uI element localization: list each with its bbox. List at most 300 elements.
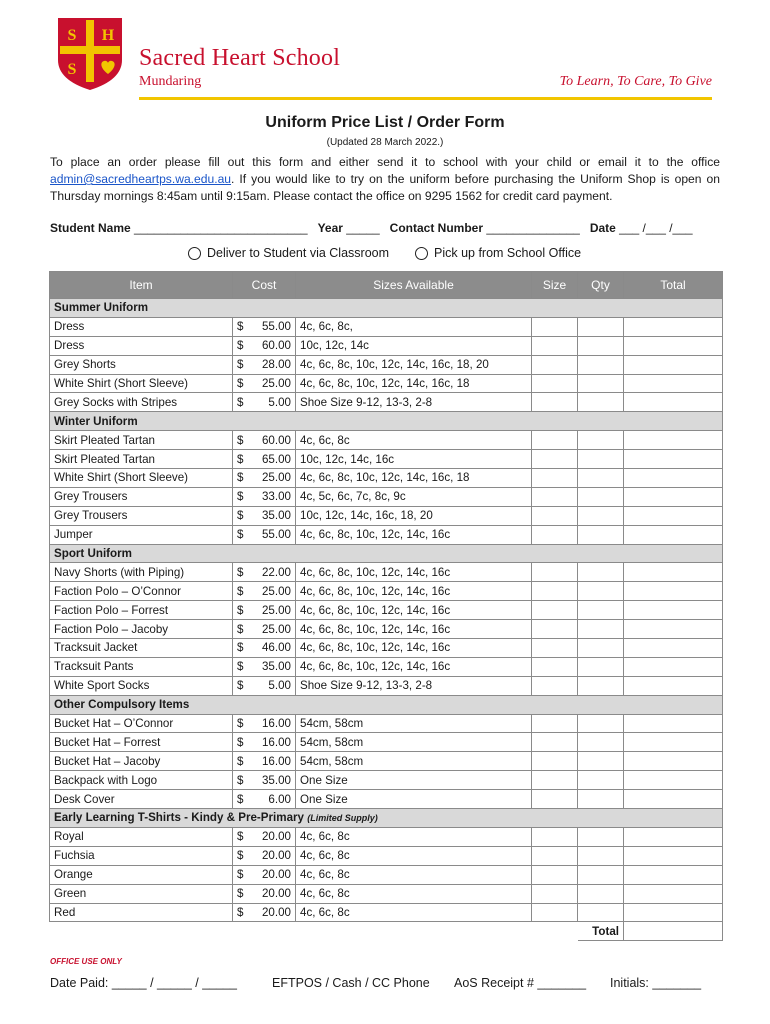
cost-value: 35.00 [261,773,291,787]
qty-input-cell[interactable] [578,790,624,809]
item-name: Skirt Pleated Tartan [50,450,233,469]
intro-paragraph [50,154,720,205]
table-row [50,563,723,582]
delivery-option-classroom[interactable] [188,246,389,260]
table-row [50,657,723,676]
qty-input-cell[interactable] [578,639,624,658]
currency-symbol: $ [237,528,244,542]
item-name: Faction Polo – Forrest [50,601,233,620]
sizes-available: 4c, 6c, 8c, 10c, 12c, 14c, 16c, 18 [296,469,532,488]
qty-input-cell[interactable] [578,525,624,544]
qty-input-cell[interactable] [578,355,624,374]
sizes-available: Shoe Size 9-12, 13-3, 2-8 [296,393,532,412]
currency-symbol: $ [237,754,244,768]
office-email-link[interactable]: admin@sacredheartps.wa.edu.au [50,172,232,186]
qty-input-cell[interactable] [578,903,624,922]
cost-value: 65.00 [261,452,291,466]
student-details-row [50,221,722,235]
size-input-cell[interactable] [532,525,578,544]
cost-value: 60.00 [261,339,291,353]
sizes-available: 4c, 6c, 8c, 10c, 12c, 14c, 16c, 18 [296,374,532,393]
initials-field[interactable]: Initials: _______ [610,976,702,990]
sizes-available: 54cm, 58cm [296,714,532,733]
contact-number-label: Contact Number [389,221,484,235]
item-name: Royal [50,827,233,846]
delivery-option-office[interactable] [415,246,581,260]
sizes-available: One Size [296,771,532,790]
line-total-cell[interactable] [624,393,723,412]
school-motto: To Learn, To Care, To Give [559,74,712,89]
size-input-cell[interactable] [532,355,578,374]
item-name: White Shirt (Short Sleeve) [50,469,233,488]
line-total-cell[interactable] [624,450,723,469]
receipt-number-field[interactable]: AoS Receipt # _______ [454,976,587,990]
cost-value: 55.00 [261,528,291,542]
sizes-available: 4c, 6c, 8c [296,865,532,884]
item-name: Grey Shorts [50,355,233,374]
table-row [50,336,723,355]
sizes-available: 10c, 12c, 14c, 16c, 18, 20 [296,506,532,525]
item-name: Dress [50,317,233,336]
qty-input-cell[interactable] [578,714,624,733]
table-row [50,393,723,412]
date-paid-field[interactable]: Date Paid: _____ / _____ / _____ [50,976,237,990]
column-header: Total [624,272,723,299]
line-total-cell[interactable] [624,374,723,393]
item-cost [233,563,296,582]
total-label: Total [578,922,624,941]
qty-input-cell[interactable] [578,450,624,469]
size-input-cell[interactable] [532,846,578,865]
qty-input-cell[interactable] [578,865,624,884]
item-name: Navy Shorts (with Piping) [50,563,233,582]
total-row [50,922,723,941]
currency-symbol: $ [237,584,244,598]
cost-value: 20.00 [261,887,291,901]
currency-symbol: $ [237,395,244,409]
currency-symbol: $ [237,849,244,863]
cost-value: 20.00 [261,905,291,919]
item-name: Jumper [50,525,233,544]
cost-value: 35.00 [261,509,291,523]
size-input-cell[interactable] [532,563,578,582]
table-row [50,601,723,620]
sizes-available: 4c, 5c, 6c, 7c, 8c, 9c [296,487,532,506]
item-name: Green [50,884,233,903]
currency-symbol: $ [237,603,244,617]
item-name: Fuchsia [50,846,233,865]
section-title-text: Sport Uniform [54,547,132,561]
cost-value: 25.00 [261,622,291,636]
size-input-cell[interactable] [532,374,578,393]
item-name: Bucket Hat – Forrest [50,733,233,752]
size-input-cell[interactable] [532,601,578,620]
item-cost [233,865,296,884]
qty-input-cell[interactable] [578,317,624,336]
item-name: White Shirt (Short Sleeve) [50,374,233,393]
currency-symbol: $ [237,792,244,806]
size-input-cell[interactable] [532,317,578,336]
currency-symbol: $ [237,339,244,353]
sizes-available: 4c, 6c, 8c, 10c, 12c, 14c, 16c, 18, 20 [296,355,532,374]
currency-symbol: $ [237,377,244,390]
table-row [50,525,723,544]
cost-value: 6.00 [268,792,291,806]
table-row [50,790,723,809]
size-input-cell[interactable] [532,865,578,884]
section-title [50,544,723,563]
sizes-available: 4c, 6c, 8c [296,827,532,846]
currency-symbol: $ [237,358,244,372]
line-total-cell[interactable] [624,620,723,639]
grand-total-cell[interactable] [624,922,723,941]
sizes-available: 4c, 6c, 8c [296,903,532,922]
line-total-cell[interactable] [624,639,723,658]
section-title-text: Early Learning T-Shirts - Kindy & Pre-Primary [54,811,308,825]
table-row [50,506,723,525]
qty-input-cell[interactable] [578,506,624,525]
total-spacer [50,922,578,941]
sizes-available: 4c, 6c, 8c, 10c, 12c, 14c, 16c [296,601,532,620]
cost-value: 20.00 [261,868,291,882]
student-name-label: Student Name [50,221,131,235]
line-total-cell[interactable] [624,487,723,506]
item-name: Grey Socks with Stripes [50,393,233,412]
section-header-row [50,412,723,431]
size-input-cell[interactable] [532,676,578,695]
cost-value: 16.00 [261,717,291,731]
qty-input-cell[interactable] [578,431,624,450]
student-name-field[interactable]: __________________________ [134,221,308,235]
table-row [50,450,723,469]
intro-text-2: . If you would like to try on the uniform before purchasing the Uniform Shop is open on Thursday mornings 8:45am until 9:15am. Please contact the office on 9295 1562 for credit card payment. [50,172,720,203]
item-cost [233,506,296,525]
item-cost [233,582,296,601]
cost-value: 20.00 [261,830,291,844]
school-crest-logo [56,16,124,92]
sizes-available: 10c, 12c, 14c [296,336,532,355]
currency-symbol: $ [237,660,244,674]
table-row [50,733,723,752]
size-input-cell[interactable] [532,620,578,639]
office-use-heading: OFFICE USE ONLY [50,957,122,966]
school-name: Sacred Heart School [139,45,341,71]
column-header: Qty [578,272,624,299]
item-name: Grey Trousers [50,487,233,506]
cost-value: 5.00 [268,679,291,693]
line-total-cell[interactable] [624,771,723,790]
updated-date: (Updated 28 March 2022.) [326,137,444,148]
item-cost [233,431,296,450]
table-row [50,317,723,336]
section-note: (Limited Supply) [307,813,378,824]
section-title [50,412,723,431]
qty-input-cell[interactable] [578,374,624,393]
table-row [50,355,723,374]
section-header-row [50,544,723,563]
currency-symbol: $ [237,320,244,334]
currency-symbol: $ [237,887,244,901]
item-name: Orange [50,865,233,884]
currency-symbol: $ [237,679,244,693]
size-input-cell[interactable] [532,733,578,752]
qty-input-cell[interactable] [578,487,624,506]
sizes-available: 4c, 6c, 8c, 10c, 12c, 14c, 16c [296,620,532,639]
qty-input-cell[interactable] [578,582,624,601]
item-name: Backpack with Logo [50,771,233,790]
table-row [50,620,723,639]
item-cost [233,752,296,771]
sizes-available: 10c, 12c, 14c, 16c [296,450,532,469]
section-header-row [50,299,723,318]
table-row [50,639,723,658]
column-header: Item [50,272,233,299]
sizes-available: 4c, 6c, 8c, 10c, 12c, 14c, 16c [296,563,532,582]
cost-value: 46.00 [261,641,291,655]
sizes-available: 4c, 6c, 8c [296,431,532,450]
qty-input-cell[interactable] [578,601,624,620]
sizes-available: 4c, 6c, 8c, 10c, 12c, 14c, 16c [296,582,532,601]
table-row [50,469,723,488]
line-total-cell[interactable] [624,903,723,922]
qty-input-cell[interactable] [578,336,624,355]
line-total-cell[interactable] [624,431,723,450]
line-total-cell[interactable] [624,865,723,884]
item-name: Faction Polo – Jacoby [50,620,233,639]
currency-symbol: $ [237,490,244,504]
item-cost [233,374,296,393]
item-name: Tracksuit Jacket [50,639,233,658]
cost-value: 25.00 [261,471,291,485]
item-cost [233,676,296,695]
table-row [50,374,723,393]
qty-input-cell[interactable] [578,393,624,412]
svg-text:H: H [101,27,115,44]
item-cost [233,771,296,790]
size-input-cell[interactable] [532,884,578,903]
section-title-text: Summer Uniform [54,301,149,315]
column-header: Size [532,272,578,299]
size-input-cell[interactable] [532,639,578,658]
line-total-cell[interactable] [624,657,723,676]
date-field[interactable]: ___ /___ /___ [619,221,693,235]
size-input-cell[interactable] [532,393,578,412]
item-name: Tracksuit Pants [50,657,233,676]
table-row [50,487,723,506]
sizes-available: One Size [296,790,532,809]
size-input-cell[interactable] [532,657,578,676]
line-total-cell[interactable] [624,752,723,771]
sizes-available: 4c, 6c, 8c, 10c, 12c, 14c, 16c [296,525,532,544]
cost-value: 5.00 [268,395,291,409]
column-header: Cost [233,272,296,299]
qty-input-cell[interactable] [578,884,624,903]
item-cost [233,903,296,922]
size-input-cell[interactable] [532,827,578,846]
item-cost [233,487,296,506]
size-input-cell[interactable] [532,506,578,525]
line-total-cell[interactable] [624,582,723,601]
item-name: Dress [50,336,233,355]
line-total-cell[interactable] [624,506,723,525]
size-input-cell[interactable] [532,790,578,809]
qty-input-cell[interactable] [578,827,624,846]
cost-value: 20.00 [261,849,291,863]
currency-symbol: $ [237,830,244,844]
qty-input-cell[interactable] [578,752,624,771]
section-title [50,299,723,318]
year-field[interactable]: _____ [346,221,380,235]
item-cost [233,884,296,903]
header-divider [139,97,712,100]
qty-input-cell[interactable] [578,733,624,752]
qty-input-cell[interactable] [578,620,624,639]
sizes-available: 4c, 6c, 8c, 10c, 12c, 14c, 16c [296,657,532,676]
table-row [50,676,723,695]
size-input-cell[interactable] [532,431,578,450]
currency-symbol: $ [237,509,244,523]
currency-symbol: $ [237,622,244,636]
section-title [50,695,723,714]
size-input-cell[interactable] [532,771,578,790]
item-cost [233,639,296,658]
item-cost [233,790,296,809]
cost-value: 28.00 [261,358,291,372]
item-cost [233,714,296,733]
item-cost [233,393,296,412]
item-name: Faction Polo – O’Connor [50,582,233,601]
school-location: Mundaring [139,74,202,89]
item-name: Bucket Hat – O’Connor [50,714,233,733]
column-header: Sizes Available [296,272,532,299]
table-row [50,827,723,846]
line-total-cell[interactable] [624,525,723,544]
item-name: Red [50,903,233,922]
line-total-cell[interactable] [624,714,723,733]
table-row [50,582,723,601]
size-input-cell[interactable] [532,582,578,601]
uniform-order-table [49,271,723,941]
currency-symbol: $ [237,735,244,749]
size-input-cell[interactable] [532,336,578,355]
table-row [50,865,723,884]
qty-input-cell[interactable] [578,846,624,865]
section-header-row [50,695,723,714]
line-total-cell[interactable] [624,827,723,846]
sizes-available: 4c, 6c, 8c [296,884,532,903]
radio-button-icon[interactable] [415,247,428,260]
item-name: Skirt Pleated Tartan [50,431,233,450]
sizes-available: Shoe Size 9-12, 13-3, 2-8 [296,676,532,695]
currency-symbol: $ [237,773,244,787]
currency-symbol: $ [237,905,244,919]
sizes-available: 4c, 6c, 8c [296,846,532,865]
contact-number-field[interactable]: ______________ [486,221,580,235]
item-cost [233,620,296,639]
line-total-cell[interactable] [624,336,723,355]
table-row [50,771,723,790]
line-total-cell[interactable] [624,469,723,488]
size-input-cell[interactable] [532,450,578,469]
intro-text-1: To place an order please fill out this form and either send it to school with your child or email it to the office [50,155,720,169]
item-cost [233,601,296,620]
item-cost [233,450,296,469]
table-header-row [50,272,723,299]
item-cost [233,827,296,846]
cost-value: 35.00 [261,660,291,674]
line-total-cell[interactable] [624,355,723,374]
currency-symbol: $ [237,565,244,579]
line-total-cell[interactable] [624,733,723,752]
date-label: Date [589,221,616,235]
radio-button-icon[interactable] [188,247,201,260]
table-row [50,884,723,903]
size-input-cell[interactable] [532,714,578,733]
qty-input-cell[interactable] [578,469,624,488]
item-name: White Sport Socks [50,676,233,695]
size-input-cell[interactable] [532,903,578,922]
currency-symbol: $ [237,641,244,655]
sizes-available: 4c, 6c, 8c, 10c, 12c, 14c, 16c [296,639,532,658]
line-total-cell[interactable] [624,601,723,620]
qty-input-cell[interactable] [578,676,624,695]
item-cost [233,733,296,752]
item-name: Bucket Hat – Jacoby [50,752,233,771]
line-total-cell[interactable] [624,563,723,582]
item-cost [233,355,296,374]
line-total-cell[interactable] [624,846,723,865]
qty-input-cell[interactable] [578,657,624,676]
item-name: Desk Cover [50,790,233,809]
size-input-cell[interactable] [532,469,578,488]
sizes-available: 4c, 6c, 8c, [296,317,532,336]
cost-value: 25.00 [261,603,291,617]
year-label: Year [317,221,343,235]
line-total-cell[interactable] [624,884,723,903]
item-cost [233,317,296,336]
form-title: Uniform Price List / Order Form [265,114,505,131]
size-input-cell[interactable] [532,487,578,506]
qty-input-cell[interactable] [578,771,624,790]
delivery-option-label: Pick up from School Office [434,246,582,260]
currency-symbol: $ [237,433,244,447]
qty-input-cell[interactable] [578,563,624,582]
item-cost [233,657,296,676]
cost-value: 16.00 [261,735,291,749]
section-header-row [50,809,723,828]
sizes-available: 54cm, 58cm [296,733,532,752]
table-row [50,714,723,733]
item-cost [233,525,296,544]
section-title-text: Winter Uniform [54,414,138,428]
payment-methods: EFTPOS / Cash / CC Phone [272,976,430,990]
currency-symbol: $ [237,471,244,485]
cost-value: 22.00 [261,565,291,579]
delivery-option-label: Deliver to Student via Classroom [207,246,390,260]
line-total-cell[interactable] [624,676,723,695]
table-row [50,431,723,450]
table-row [50,846,723,865]
table-row [50,752,723,771]
cost-value: 33.00 [261,490,291,504]
line-total-cell[interactable] [624,790,723,809]
svg-text:S: S [67,27,77,44]
section-title [50,809,723,828]
cost-value: 25.00 [261,377,291,390]
line-total-cell[interactable] [624,317,723,336]
size-input-cell[interactable] [532,752,578,771]
cost-value: 55.00 [261,320,291,334]
